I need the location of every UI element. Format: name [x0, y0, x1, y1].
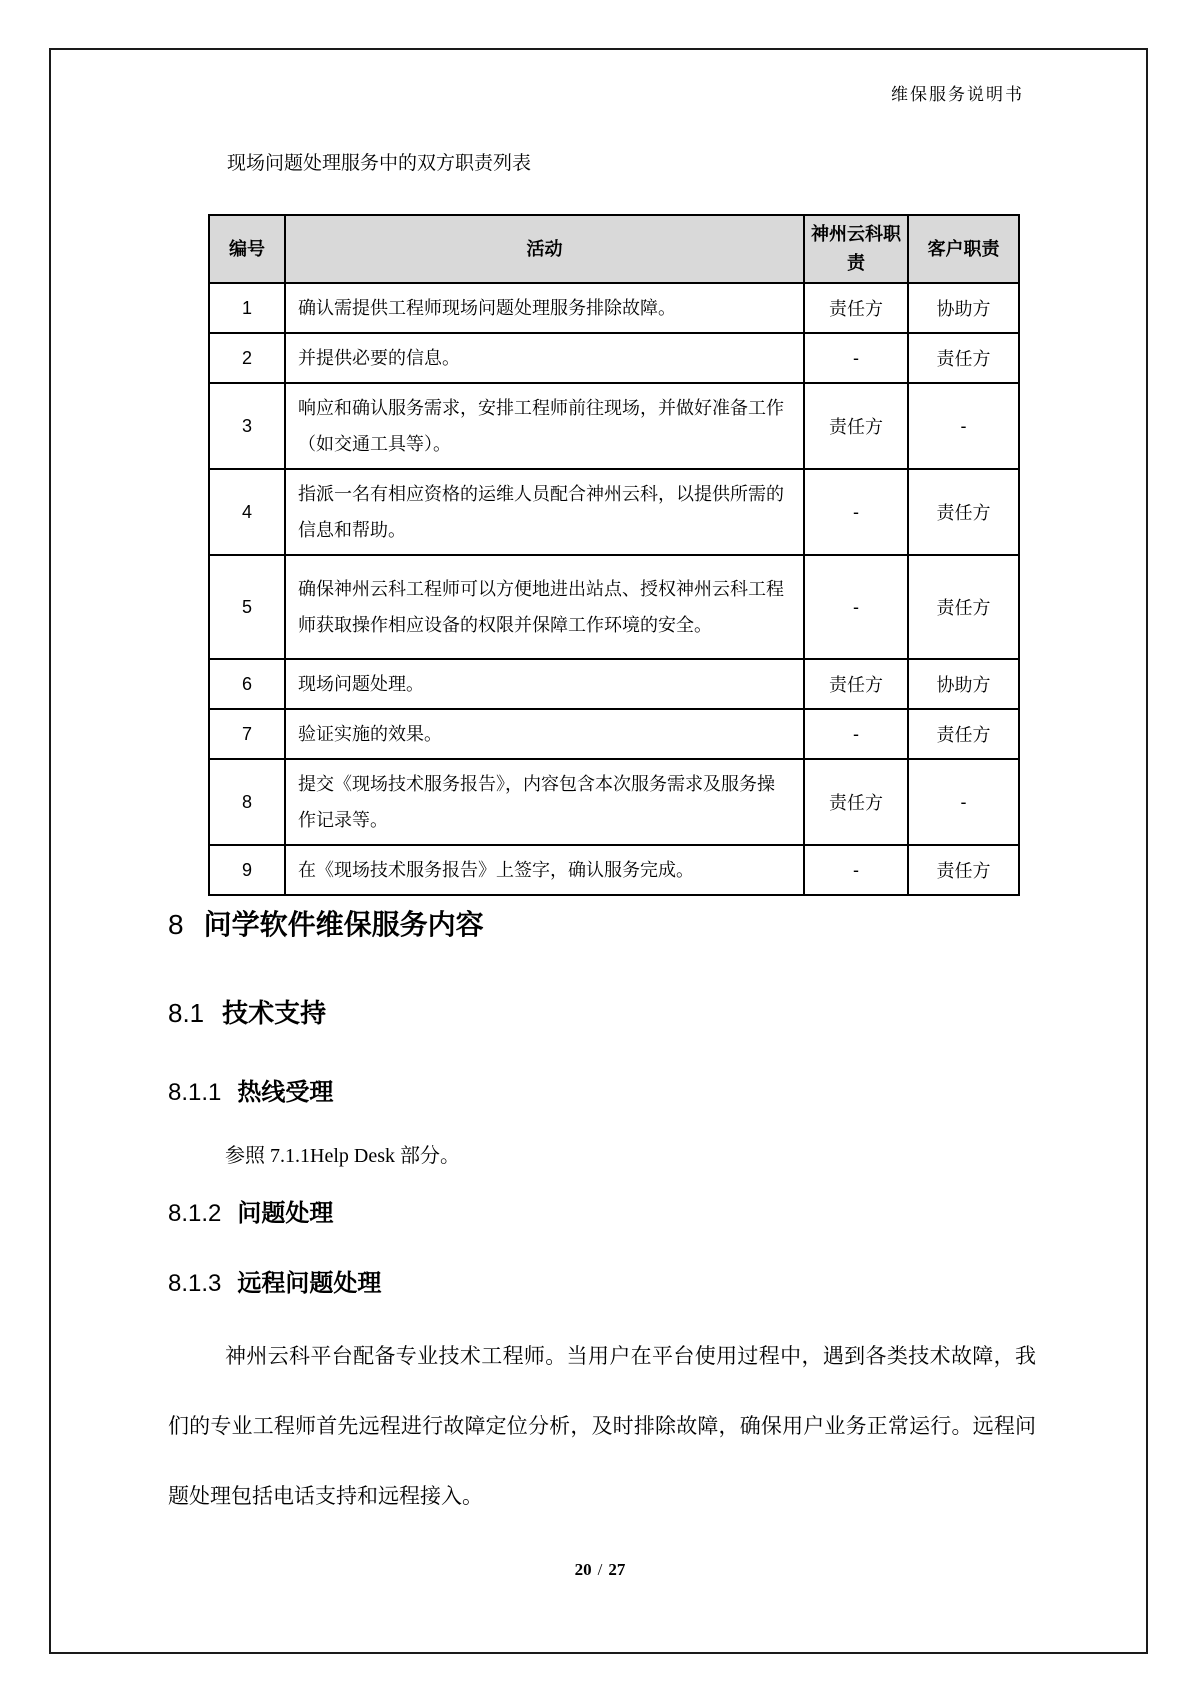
section-title: 问学软件维保服务内容 — [203, 909, 484, 940]
row-number-cell: 9 — [209, 845, 285, 895]
activity-cell: 指派一名有相应资格的运维人员配合神州云科，以提供所需的信息和帮助。 — [285, 469, 804, 555]
row-number-cell: 5 — [209, 555, 285, 659]
customer-role-cell: - — [908, 759, 1019, 845]
col-header-vendor: 神州云科职责 — [804, 215, 908, 283]
activity-cell: 并提供必要的信息。 — [285, 333, 804, 383]
vendor-role-cell: - — [804, 845, 908, 895]
section-heading-8-1 — [168, 993, 326, 1030]
section-number: 8 — [168, 909, 184, 940]
table-header-row — [209, 215, 1019, 283]
row-number-cell: 4 — [209, 469, 285, 555]
section-number: 8.1 — [168, 998, 205, 1028]
customer-role-cell: 责任方 — [908, 333, 1019, 383]
col-header-activity: 活动 — [285, 215, 804, 283]
table-head — [209, 215, 1019, 283]
table-row — [209, 383, 1019, 469]
row-number-cell: 1 — [209, 283, 285, 333]
activity-cell: 在《现场技术服务报告》上签字，确认服务完成。 — [285, 845, 804, 895]
section-title: 热线受理 — [237, 1079, 334, 1106]
vendor-role-cell: 责任方 — [804, 283, 908, 333]
document-header-title: 维保服务说明书 — [891, 85, 1024, 104]
customer-role-cell: 责任方 — [908, 555, 1019, 659]
table-row — [209, 283, 1019, 333]
customer-role-cell: 责任方 — [908, 845, 1019, 895]
section-title: 问题处理 — [237, 1200, 334, 1227]
remote-handling-paragraph: 神州云科平台配备专业技术工程师。当用户在平台使用过程中，遇到各类技术故障，我们的专业工程师首先远程进行故障定位分析，及时排除故障，确保用户业务正常运行。远程问题处理包括电话支持和远程接入。 — [168, 1345, 1036, 1508]
activity-cell: 响应和确认服务需求，安排工程师前往现场，并做好准备工作（如交通工具等）。 — [285, 383, 804, 469]
col-header-customer: 客户职责 — [908, 215, 1019, 283]
row-number-cell: 6 — [209, 659, 285, 709]
page-number-separator: / — [597, 1560, 603, 1579]
table-row — [209, 845, 1019, 895]
page-number-total: 27 — [608, 1560, 626, 1579]
row-number-cell: 8 — [209, 759, 285, 845]
activity-cell: 确认需提供工程师现场问题处理服务排除故障。 — [285, 283, 804, 333]
table-row — [209, 333, 1019, 383]
section-heading-8-1-1 — [168, 1072, 333, 1107]
col-header-number: 编号 — [209, 215, 285, 283]
table-caption: 现场问题处理服务中的双方职责列表 — [227, 153, 532, 174]
row-number-cell: 3 — [209, 383, 285, 469]
activity-cell: 提交《现场技术服务报告》，内容包含本次服务需求及服务操作记录等。 — [285, 759, 804, 845]
section-number: 8.1.1 — [168, 1079, 222, 1106]
page-footer — [0, 1560, 1200, 1580]
page-number-current: 20 — [574, 1560, 592, 1579]
responsibility-table — [208, 214, 1020, 896]
customer-role-cell: 责任方 — [908, 469, 1019, 555]
section-title: 远程问题处理 — [237, 1270, 382, 1297]
section-heading-8 — [168, 903, 484, 943]
section-number: 8.1.2 — [168, 1200, 222, 1227]
vendor-role-cell: 责任方 — [804, 659, 908, 709]
activity-cell: 确保神州云科工程师可以方便地进出站点、授权神州云科工程师获取操作相应设备的权限并保障工作环境的安全。 — [285, 555, 804, 659]
activity-cell: 验证实施的效果。 — [285, 709, 804, 759]
table-body — [209, 283, 1019, 895]
section-title: 技术支持 — [222, 998, 327, 1028]
customer-role-cell: - — [908, 383, 1019, 469]
table-row — [209, 759, 1019, 845]
table-row — [209, 659, 1019, 709]
section-heading-8-1-2 — [168, 1193, 333, 1228]
activity-cell: 现场问题处理。 — [285, 659, 804, 709]
table-row — [209, 469, 1019, 555]
vendor-role-cell: 责任方 — [804, 759, 908, 845]
section-heading-8-1-3 — [168, 1263, 381, 1298]
vendor-role-cell: - — [804, 555, 908, 659]
row-number-cell: 2 — [209, 333, 285, 383]
vendor-role-cell: - — [804, 709, 908, 759]
vendor-role-cell: - — [804, 333, 908, 383]
customer-role-cell: 协助方 — [908, 283, 1019, 333]
section-number: 8.1.3 — [168, 1270, 222, 1297]
helpdesk-reference-paragraph: 参照 7.1.1Help Desk 部分。 — [225, 1145, 460, 1167]
customer-role-cell: 协助方 — [908, 659, 1019, 709]
table-row — [209, 555, 1019, 659]
table-row — [209, 709, 1019, 759]
customer-role-cell: 责任方 — [908, 709, 1019, 759]
row-number-cell: 7 — [209, 709, 285, 759]
vendor-role-cell: 责任方 — [804, 383, 908, 469]
vendor-role-cell: - — [804, 469, 908, 555]
